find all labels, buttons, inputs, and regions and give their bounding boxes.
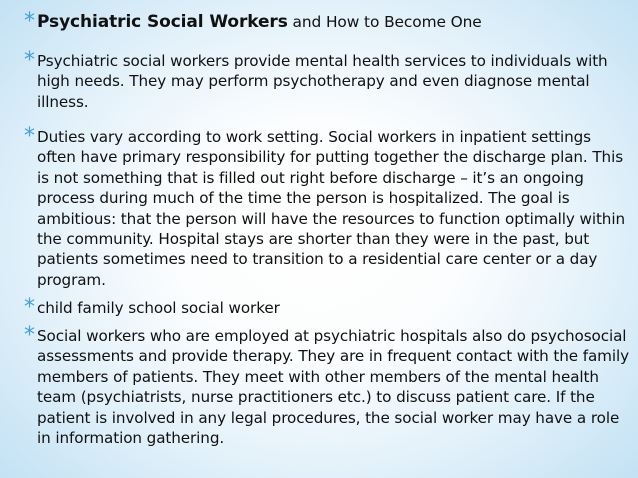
bullet-marker: * (24, 48, 35, 73)
bullet-marker: * (24, 9, 35, 34)
slide-title (24, 9, 632, 34)
bullet-item (24, 48, 632, 112)
bullet-marker: * (24, 295, 35, 320)
bullet-text: Psychiatric social workers provide mental health services to individuals with high needs. They may perform psychotherapy and even diagnose mental illness. (37, 52, 608, 111)
bullet-text: Duties vary according to work setting. Social workers in inpatient settings often have primary responsibility for putting together the discharge plan. This is not something that is filled out right before discharge – it’s an ongoing process during much of the time the person is hospitalized. The goal is ambitious: that the person will have the resources to function optimally within the community. Hospital stays are shorter than they were in the past, but patients sometimes need to transition to a residential care center or a day program. (37, 128, 625, 289)
bullet-marker: * (24, 124, 35, 149)
bullet-item (24, 124, 632, 290)
bullet-text: Social workers who are employed at psychiatric hospitals also do psychosocial assessments and provide therapy. They are in frequent contact with the family members of patients. They meet with other members of the mental health team (psychiatrists, nurse practitioners etc.) to discuss patient care. If the patient is involved in any legal procedures, the social worker may have a role in information gathering. (37, 327, 629, 448)
title-bold-text: Psychiatric Social Workers (37, 12, 288, 32)
title-text (37, 12, 632, 32)
bullet-item (24, 323, 632, 448)
bullet-marker: * (24, 323, 35, 348)
bullet-text: child family school social worker (37, 299, 280, 317)
title-rest-text: and How to Become One (287, 13, 482, 31)
bullet-item (24, 295, 632, 320)
